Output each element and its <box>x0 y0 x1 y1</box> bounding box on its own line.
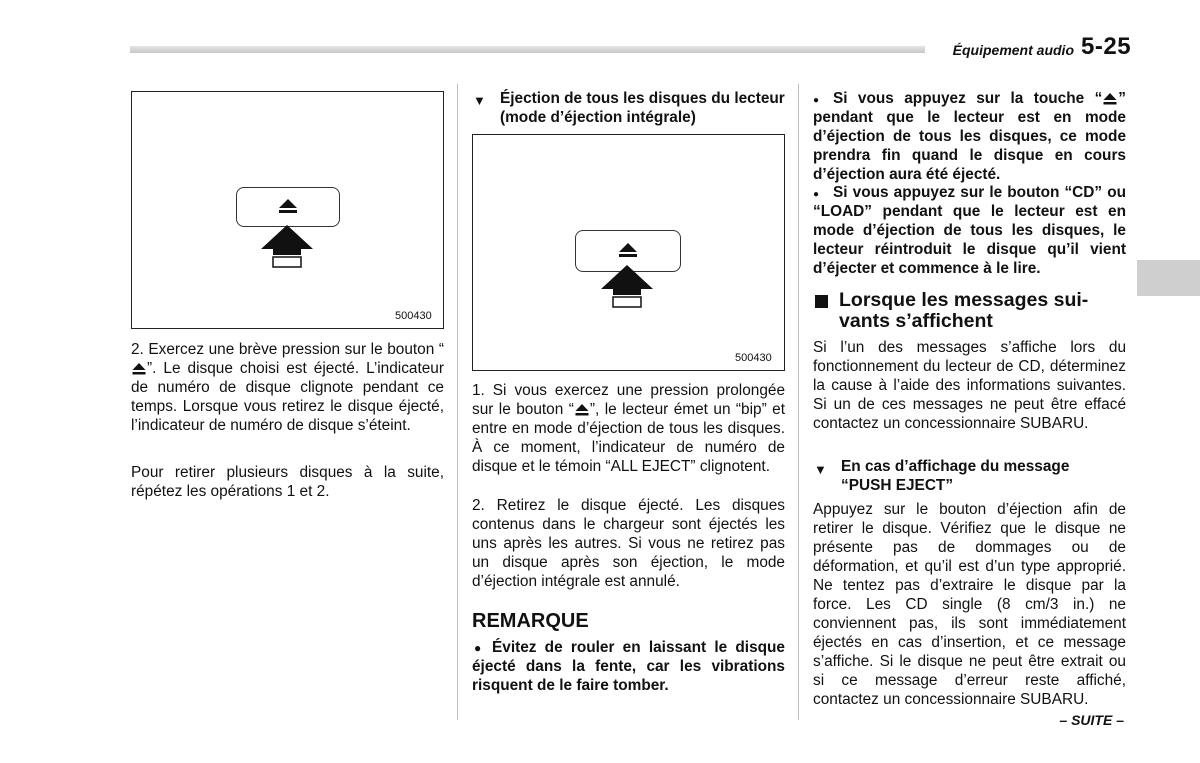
eject-icon <box>1103 93 1117 105</box>
remarque-bullet: Évitez de rouler en laissant le disque éjecté dans la fente, car les vibrations risquent de le faire tomber. <box>472 639 785 694</box>
triangle-bullet-icon: ▼ <box>814 462 827 477</box>
eject-button-drawing <box>236 187 340 227</box>
section-title-line-2: vants s’affichent <box>839 310 993 332</box>
triangle-bullet-icon: ▼ <box>473 93 486 108</box>
column-divider <box>798 84 799 720</box>
page-number: 5-25 <box>1081 33 1132 60</box>
push-eject-subheading-line-1: En cas d’affichage du message <box>841 458 1070 475</box>
section-square-icon <box>815 295 828 308</box>
figure-code: 500430 <box>395 310 432 322</box>
chapter-tab <box>1137 260 1200 296</box>
step-2-text-b: ”. Le disque choisi est éjecté. L’indicateur de numéro de disque clignote pendant ce temps. Lorsque vous retirez le disque éjecté, l’indicateur de numéro de disque s’éteint. <box>131 360 444 434</box>
bullet-icon: ● <box>474 641 482 655</box>
step-2-paragraph: 2. Retirez le disque éjecté. Les disques contenus dans le chargeur sont éjectés les uns après les autres. Si vous ne retirez pas un disque après son éjection, le mode d’éjection intégrale est annulé. <box>472 497 785 590</box>
continued-label: – SUITE – <box>1059 712 1124 728</box>
all-eject-figure <box>472 134 785 371</box>
all-eject-subheading: Éjection de tous les disques du lecteur (mode d’éjection intégrale) <box>500 90 785 126</box>
note-bullet-1 <box>813 89 1126 184</box>
note-bullet-2: Si vous appuyez sur le bouton “CD” ou “LOAD” pendant que le lecteur est en mode d’éjection de tous les disques, le lecteur réintroduit le disque qu’il vient d’éjecter et commence à le lire. <box>813 184 1126 277</box>
press-arrow-icon <box>259 225 315 269</box>
section-body: Si l’un des messages s’affiche lors du fonctionnement du lecteur de CD, déterminez la cause à l’aide des informations suivantes. Si un de ces messages ne peut être effacé contactez un concessionnaire SUBARU. <box>813 339 1126 432</box>
header-section-title: Équipement audio <box>952 42 1074 58</box>
push-eject-body: Appuyez sur le bouton d’éjection afin de retirer le disque. Vérifiez que le disque ne présente pas de dommages ou de déformation, et qu’il est d’un type approprié. Ne tentez pas d’extraire le disque par la force. Les CD single (8 cm/3 in.) ne conviennent pas, ils sont immédiatement éjectés en cas d’insertion, et ce message s’affiche. Si le disque ne peut être extrait ou si ce message d’erreur reste affiché, contactez un concessionnaire SUBARU. <box>813 501 1126 708</box>
section-title-line-1: Lorsque les messages sui- <box>839 289 1089 311</box>
eject-icon <box>278 198 298 214</box>
step-1-text-a: 1. Si vous exercez une pression prolongée sur le bouton “ <box>472 382 785 418</box>
multi-disc-paragraph: Pour retirer plusieurs disques à la suite, répétez les opérations 1 et 2. <box>131 464 444 500</box>
remarque-title: REMARQUE <box>472 610 589 632</box>
eject-button-figure <box>131 91 444 329</box>
step-2-text-a: 2. Exercez une brève pression sur le bouton “ <box>131 341 444 358</box>
bullet-icon: ● <box>813 95 820 106</box>
eject-icon <box>618 242 638 258</box>
column-divider <box>457 84 458 720</box>
bullet-icon: ● <box>813 189 820 200</box>
push-eject-subheading-line-2: “PUSH EJECT” <box>841 477 954 494</box>
figure-code: 500430 <box>735 352 772 364</box>
section-title <box>839 290 1129 332</box>
press-arrow-icon <box>599 265 655 309</box>
step-2-paragraph <box>131 340 444 435</box>
eject-icon <box>575 404 589 416</box>
note-bullet-1-text-b: ” pendant que le lecteur est en mode d’éjection de tous les disques, ce mode prendra fin quand le disque en cours d’éjection aura été éjecté. <box>813 90 1126 183</box>
note-bullet-1-text-a: Si vous appuyez sur la touche “ <box>833 90 1103 107</box>
push-eject-subheading <box>841 457 1126 495</box>
eject-icon <box>132 363 146 375</box>
step-1-paragraph <box>472 381 785 476</box>
step-1-text-b: ”, le lecteur émet un “bip” et entre en mode d’éjection de tous les disques. À ce moment, l’indicateur de numéro de disque et le témoin “ALL EJECT” clignotent. <box>472 401 785 475</box>
